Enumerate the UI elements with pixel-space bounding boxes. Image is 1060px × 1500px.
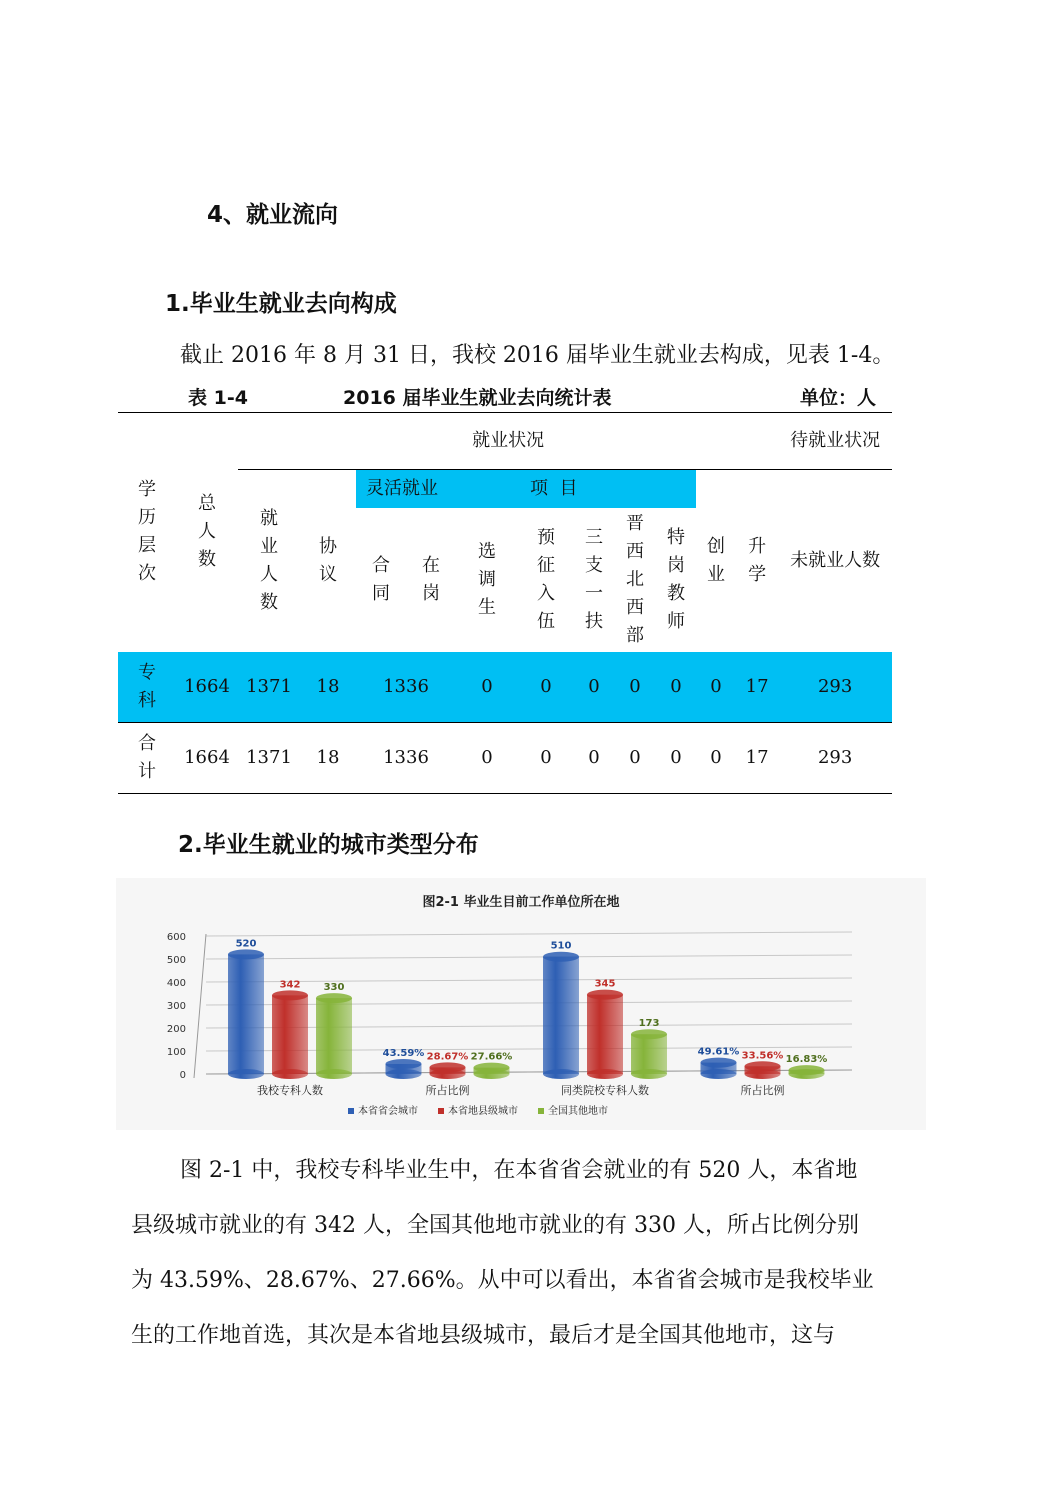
cell-agreement: 18 (300, 723, 356, 794)
y-tick-label: 300 (166, 1001, 186, 1012)
bar (228, 954, 264, 1074)
bar-base (386, 1069, 422, 1079)
category-label: 同类院校专科人数 (561, 1084, 649, 1097)
col-total: 总人数 (198, 493, 216, 571)
legend-swatch (438, 1108, 444, 1114)
legend-label: 全国其他地市 (548, 1106, 608, 1117)
body-line-1: 图 2-1 中，我校专科毕业生中，在本省省会就业的有 520 人，本省地 (180, 1158, 858, 1183)
city-distribution-chart (116, 878, 926, 1130)
bar (543, 957, 579, 1074)
table-label: 表 1-4 (188, 387, 248, 409)
cell-army: 0 (540, 675, 552, 697)
bar-cap (745, 1061, 781, 1071)
legend-swatch (348, 1108, 354, 1114)
bar-cap (386, 1059, 422, 1069)
cell-startup: 0 (710, 675, 722, 697)
bar-cap (228, 949, 264, 959)
y-tick-label: 0 (179, 1070, 186, 1081)
group-employed: 就业状况 (238, 413, 778, 470)
table-row (118, 723, 892, 794)
cell-level: 合计 (138, 733, 156, 782)
bar (587, 995, 623, 1074)
col-teacher: 特岗教师 (667, 526, 685, 632)
category-label: 我校专科人数 (257, 1084, 323, 1097)
cell-total: 1664 (176, 723, 238, 794)
cell-level: 专科 (138, 661, 156, 711)
chart-title: 图2-1 毕业生目前工作单位所在地 (422, 895, 620, 910)
flexible-header: 灵活就业 (356, 470, 518, 508)
data-label: 28.67% (426, 1051, 469, 1063)
cell-northwest: 0 (629, 675, 641, 697)
cell-employed: 1371 (246, 675, 292, 697)
bar-cap (474, 1063, 510, 1073)
col-further: 升学 (748, 535, 767, 585)
bar-cap (272, 990, 308, 1000)
bar-base (543, 1069, 579, 1079)
cell-selected: 0 (481, 675, 493, 697)
bar (631, 1034, 667, 1074)
col-selected: 选调生 (478, 540, 496, 618)
col-contract: 合同 (372, 554, 390, 604)
employment-table (118, 412, 892, 794)
bar-cap (631, 1029, 667, 1039)
category-label: 所占比例 (740, 1084, 785, 1097)
bar-cap (587, 990, 623, 1000)
col-unemployed: 未就业人数 (790, 549, 881, 571)
bar-base (272, 1069, 308, 1079)
table-unit: 单位：人 (800, 387, 877, 409)
cell-startup: 0 (696, 723, 736, 794)
section-heading: 4、就业流向 (207, 202, 339, 228)
body-line-2: 县级城市就业的有 342 人，全国其他地市就业的有 330 人，所占比例分别 (131, 1213, 859, 1238)
subheading-city-distribution: 2.毕业生就业的城市类型分布 (178, 832, 479, 858)
bar-cap (543, 952, 579, 962)
bar (316, 998, 352, 1074)
col-army: 预征入伍 (537, 526, 555, 632)
bar-cap (316, 993, 352, 1003)
body-line-3: 为 43.59%、28.67%、27.66%。从中可以看出，本省省会城市是我校毕业 (131, 1268, 874, 1293)
bar-base (228, 1069, 264, 1079)
data-label: 173 (638, 1018, 660, 1030)
data-label: 33.56% (741, 1050, 784, 1062)
bar-cap (789, 1065, 825, 1075)
cell-northwest: 0 (614, 723, 656, 794)
cell-army: 0 (518, 723, 574, 794)
category-label: 所占比例 (425, 1084, 470, 1097)
bar-cap (701, 1058, 737, 1068)
col-northwest: 晋西北西部 (626, 512, 644, 646)
y-tick-label: 200 (166, 1024, 186, 1035)
cell-further: 17 (745, 675, 769, 697)
y-tick-label: 400 (166, 978, 186, 989)
y-tick-label: 100 (166, 1047, 186, 1058)
cell-selected: 0 (456, 723, 518, 794)
col-sanzhi: 三支一扶 (585, 526, 603, 632)
items-header: 项 目 (518, 470, 696, 508)
cell-teacher: 0 (670, 675, 682, 697)
cell-total: 1664 (184, 675, 230, 697)
bar-base (316, 1069, 352, 1079)
legend-swatch (538, 1108, 544, 1114)
bar (272, 995, 308, 1074)
bar-cap (430, 1062, 466, 1072)
bar-base (631, 1069, 667, 1079)
cell-further: 17 (736, 723, 778, 794)
data-label: 345 (594, 978, 616, 990)
bar-base (587, 1069, 623, 1079)
data-label: 43.59% (382, 1047, 425, 1059)
bar-base (701, 1069, 737, 1079)
col-startup: 创业 (707, 535, 725, 585)
cell-sanzhi: 0 (588, 675, 600, 697)
subheading-employment-destination: 1.毕业生就业去向构成 (165, 291, 397, 317)
legend-label: 本省地县级城市 (448, 1106, 518, 1117)
table-row (118, 652, 892, 723)
data-label: 16.83% (785, 1054, 828, 1066)
data-label: 27.66% (470, 1051, 513, 1063)
cell-sanzhi: 0 (574, 723, 614, 794)
intro-paragraph: 截止 2016 年 8 月 31 日，我校 2016 届毕业生就业去构成，见表 1-4。 (180, 343, 895, 368)
cell-contract-onpost: 1336 (383, 675, 429, 697)
y-tick-label: 500 (166, 955, 186, 966)
body-line-4: 生的工作地首选，其次是本省地县级城市，最后才是全国其他地市，这与 (131, 1323, 836, 1348)
cell-teacher: 0 (656, 723, 696, 794)
data-label: 49.61% (697, 1046, 740, 1058)
cell-unemployed: 293 (817, 675, 853, 697)
y-tick-label: 600 (166, 932, 186, 943)
col-onpost: 在岗 (422, 554, 440, 604)
data-label: 342 (279, 979, 301, 991)
group-waiting: 待就业状况 (778, 413, 892, 470)
cell-contract-onpost: 1336 (356, 723, 456, 794)
cell-agreement: 18 (316, 675, 340, 697)
col-employed: 就业人数 (260, 507, 278, 613)
legend-label: 本省省会城市 (358, 1106, 418, 1117)
table-title: 2016 届毕业生就业去向统计表 (343, 387, 612, 409)
cell-employed: 1371 (238, 723, 300, 794)
data-label: 330 (323, 982, 345, 994)
data-label: 520 (235, 938, 257, 950)
data-label: 510 (550, 940, 572, 952)
col-level: 学历层次 (138, 479, 156, 585)
cell-unemployed: 293 (778, 723, 892, 794)
col-agreement: 协议 (319, 535, 337, 585)
